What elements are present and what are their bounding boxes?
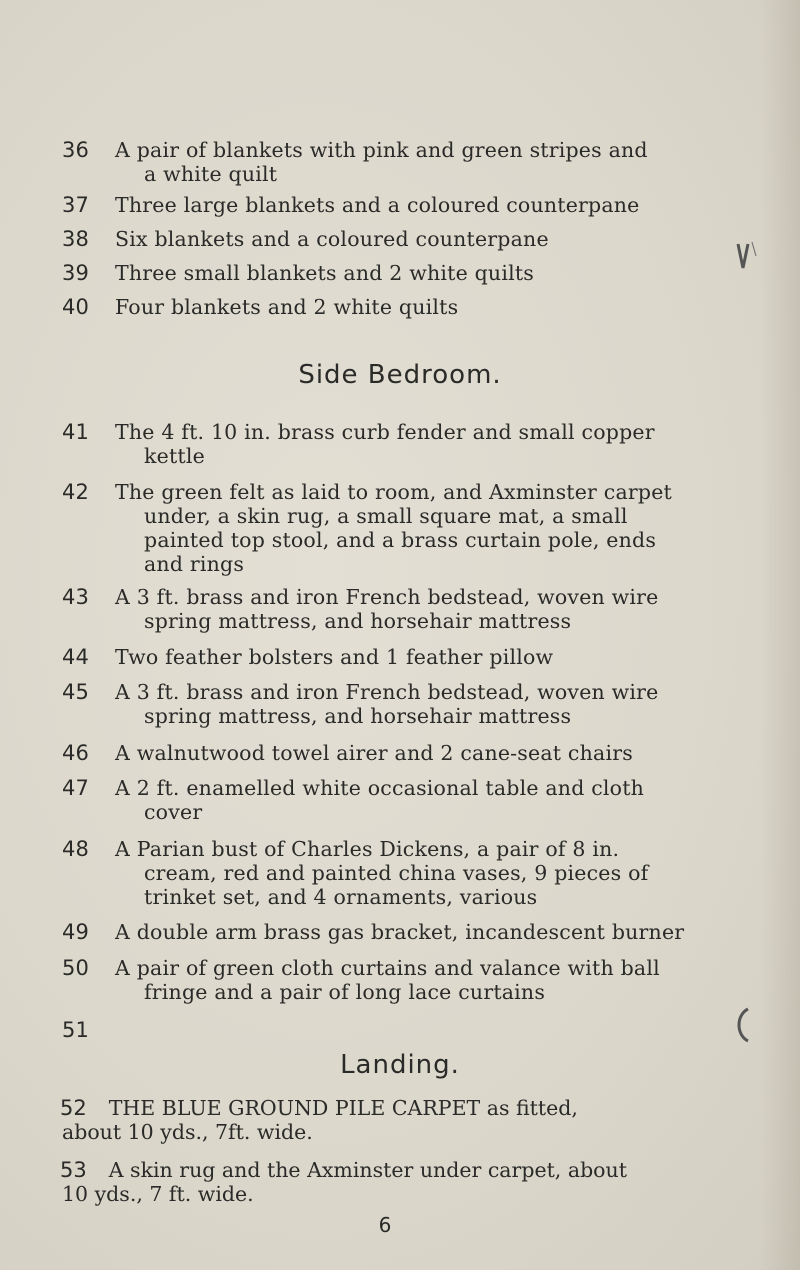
lot-description: A 2 ft. enamelled white occasional table and cloth	[115, 776, 645, 800]
lot-description-cont: fringe and a pair of long lace curtains	[144, 980, 546, 1004]
lot-52-cont	[62, 1120, 642, 1144]
lot-53-cont	[62, 1182, 642, 1206]
lot-number: 37	[62, 193, 90, 217]
lot-number: 50	[62, 956, 90, 980]
lot-number: 47	[62, 776, 90, 800]
lot-description: A 3 ft. brass and iron French bedstead, woven wire	[115, 585, 659, 609]
lot-description: Six blankets and a coloured counterpane	[115, 227, 549, 251]
lot-number: 45	[62, 680, 90, 704]
lot-description: The green felt as laid to room, and Axminster carpet	[115, 480, 672, 504]
lot-description: Three large blankets and a coloured counterpane	[115, 193, 640, 217]
lot-description-cont: spring mattress, and horsehair mattress	[144, 704, 572, 728]
lot-description: A skin rug and the Axminster under carpet, about	[108, 1158, 627, 1182]
lot-description-cont: 10 yds., 7 ft. wide.	[62, 1182, 254, 1206]
lot-number: 52	[60, 1096, 87, 1120]
lot-description-cont: kettle	[144, 444, 205, 468]
lot-number: 43	[62, 585, 90, 609]
lot-description: Two feather bolsters and 1 feather pillow	[115, 645, 554, 669]
lot-description-cont: about 10 yds., 7ft. wide.	[62, 1120, 313, 1144]
lot-description: A pair of blankets with pink and green stripes and	[115, 138, 648, 162]
lot-number: 53	[60, 1158, 87, 1182]
lot-53	[60, 1158, 683, 1182]
section-heading-landing: Landing.	[340, 1050, 460, 1080]
lot-description: Four blankets and 2 white quilts	[115, 295, 459, 319]
lot-description: A double arm brass gas bracket, incandescent burner	[115, 920, 685, 944]
lot-description-cont: cream, red and painted china vases, 9 pieces of	[144, 861, 649, 885]
lot-number: 39	[62, 261, 90, 285]
lot-description: A walnutwood towel airer and 2 cane-seat chairs	[115, 741, 633, 765]
lot-description-cont: spring mattress, and horsehair mattress	[144, 609, 572, 633]
lot-number: 38	[62, 227, 90, 251]
lot-description: A Parian bust of Charles Dickens, a pair of 8 in.	[115, 837, 620, 861]
lot-description: A 3 ft. brass and iron French bedstead, woven wire	[115, 680, 659, 704]
lot-number: 40	[62, 295, 90, 319]
pencil-mark-icon	[732, 238, 762, 278]
lot-number: 42	[62, 480, 90, 504]
lot-number: 46	[62, 741, 90, 765]
lot-description: Three small blankets and 2 white quilts	[115, 261, 535, 285]
lot-description-cont: a white quilt	[144, 162, 278, 186]
lot-description: A pair of green cloth curtains and valance with ball	[115, 956, 660, 980]
lot-number: 49	[62, 920, 90, 944]
section-heading-side-bedroom: Side Bedroom.	[298, 360, 502, 390]
lot-number: 44	[62, 645, 90, 669]
lot-number: 41	[62, 420, 90, 444]
pencil-mark-icon	[732, 1005, 756, 1045]
lot-number: 51	[62, 1018, 90, 1042]
page-number: 6	[378, 1213, 392, 1237]
lot-description: The 4 ft. 10 in. brass curb fender and small copper	[115, 420, 655, 444]
lot-description: THE BLUE GROUND PILE CARPET as fitted,	[108, 1096, 578, 1120]
lot-number: 36	[62, 138, 90, 162]
lot-description-cont: under, a skin rug, a small square mat, a small	[144, 504, 628, 528]
lot-number: 48	[62, 837, 90, 861]
lot-description-cont: painted top stool, and a brass curtain pole, ends	[144, 528, 657, 552]
lot-description-cont: and rings	[144, 552, 245, 576]
lot-description-cont: trinket set, and 4 ornaments, various	[144, 885, 538, 909]
lot-description-cont: cover	[144, 800, 203, 824]
lot-52	[60, 1096, 683, 1120]
